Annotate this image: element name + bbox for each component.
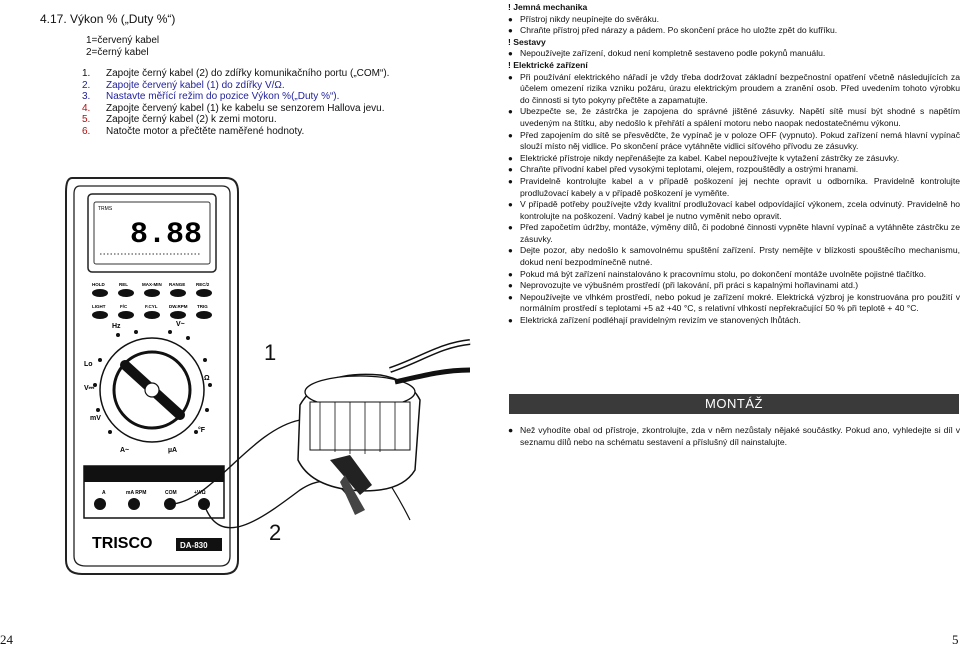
bullet-text: Před zapojením do sítě se přesvědčte, že vypínač je v poloze OFF (vypnuto). Pokud zařízení nemá hlavní vypínač slouží místo něj vidlice. Po skončení práce vytáhněte vidlici síťového přívodu ze zásuvky. <box>520 129 960 152</box>
jack-label-com: COM <box>165 490 177 496</box>
bullet-icon: ● <box>508 316 513 326</box>
svg-text:mV: mV <box>90 415 101 422</box>
bullet-icon: ● <box>508 14 513 24</box>
bullet-icon: ● <box>508 425 514 435</box>
step-list <box>82 68 389 138</box>
bullet-text: Přístroj nikdy neupínejte do svěráku. <box>520 13 660 24</box>
step-item: 4. Zapojte červený kabel (1) ke kabelu se senzorem Hallova jevu. <box>82 102 385 114</box>
step-item: 3. Nastavte měřící režim do pozice Výkon %(„Duty %“). <box>82 91 340 103</box>
bullet-item <box>508 199 960 222</box>
bullet-item <box>508 269 960 281</box>
svg-text:V⎓: V⎓ <box>84 385 95 392</box>
cable-legend <box>86 35 159 59</box>
bullet-item <box>508 292 960 315</box>
bullet-text: Dejte pozor, aby nedošlo k samovolnému spuštění zařízení. Prsty nemějte v blízkosti spouštěcího mechanismu, dokud není bezpodmínečně nutné. <box>520 245 960 268</box>
callout-2: 2 <box>269 520 282 545</box>
bullet-icon: ● <box>508 246 513 256</box>
safety-instructions <box>508 2 960 327</box>
bullet-item <box>508 164 960 176</box>
bullet-item <box>508 72 960 107</box>
jack-label-v: +V/Ω <box>194 490 206 496</box>
left-page <box>0 0 480 645</box>
display-digits: 8.88 <box>130 218 203 252</box>
bullet-text: Chraňte přívodní kabel před vysokými teplotami, olejem, rozpouštědly a ostrými hranami. <box>520 164 859 175</box>
bullet-item <box>508 176 960 199</box>
section-title: 4.17. Výkon % („Duty %“) <box>40 12 176 26</box>
display-label: TRMS <box>98 206 113 212</box>
svg-text:Lo: Lo <box>84 361 93 368</box>
bullet-text: Elektrická zařízení podléhají pravidelným revizím ve stanovených lhůtách. <box>520 315 801 326</box>
bullet-item <box>508 280 960 292</box>
callout-1: 1 <box>264 340 277 365</box>
section-heading: ! Sestavy <box>508 36 546 47</box>
btn-label-range: RANGE <box>169 282 186 287</box>
btn-label-rec: REC/2 <box>196 282 210 287</box>
btn-label-dwrpm: DW.RPM <box>169 304 188 309</box>
jack-label-ma: mA RPM <box>126 490 147 496</box>
bullet-icon: ● <box>508 165 513 175</box>
section-heading: ! Jemná mechanika <box>508 2 588 12</box>
btn-label-fcyl: F.CYL <box>145 304 158 309</box>
bullet-text: Při používání elektrického nářadí je vždy třeba dodržovat základní bezpečnostní opatření včetně následujících za účelem omezení rizika vzniku požáru, úrazu elektrickým proudem a zranění osob. Před uvedením tohoto výrobku do činnosti si tyto pokyny přečtěte a zapamatujte. <box>520 71 960 105</box>
bullet-icon: ● <box>508 200 513 210</box>
btn-label-maxmin: MAX-MIN <box>142 282 162 287</box>
jack-label-a: A <box>102 490 106 496</box>
svg-text:Hz: Hz <box>112 323 121 330</box>
bullet-text: Nepoužívejte zařízení, dokud není kompletně sestaveno podle pokynů manuálu. <box>520 48 826 59</box>
motor-illustration <box>298 342 470 515</box>
bullet-item <box>508 222 960 245</box>
bullet-icon: ● <box>508 153 513 163</box>
step-item: 5. Zapojte černý kabel (2) k zemi motoru. <box>82 114 277 126</box>
bullet-item <box>508 153 960 165</box>
bullet-text: Pravidelně kontrolujte kabel a v případě poškození jej nechte opravit u odborníka. Pravidelně kontrolujte prodlužovací kabely a v případě poškození je vyměňte. <box>520 175 960 198</box>
bullet-icon: ● <box>508 269 513 279</box>
bullet-item <box>508 130 960 153</box>
page-number-left: 24 <box>0 632 13 647</box>
bullet-icon: ● <box>508 107 513 117</box>
step-item: 1. Zapojte černý kabel (2) do zdířky komunikačního portu („COM“). <box>82 68 390 79</box>
step-item: 6. Natočte motor a přečtěte naměřené hodnoty. <box>82 125 305 137</box>
svg-text:V~: V~ <box>176 321 185 328</box>
svg-text:Ω: Ω <box>204 375 210 382</box>
svg-text:°F: °F <box>198 427 206 434</box>
btn-label-hold: HOLD <box>92 282 105 287</box>
montaz-paragraph <box>508 425 960 448</box>
bullet-icon: ● <box>508 223 513 233</box>
bullet-item <box>508 14 960 26</box>
multimeter-illustration <box>0 170 480 640</box>
bullet-item <box>508 48 960 60</box>
btn-label-fc: F/C <box>120 304 128 309</box>
legend-item-red: 1=červený kabel <box>86 35 160 46</box>
bullet-icon: ● <box>508 72 513 82</box>
bullet-text: Neprovozujte ve výbušném prostředí (při lakování, při práci s kapalnými hořlavinami atd.) <box>520 280 859 291</box>
bullet-text: Chraňte přístroj před nárazy a pádem. Po skončení práce ho uložte zpět do kufříku. <box>520 25 838 36</box>
bullet-item <box>508 315 960 327</box>
montaz-text: Než vyhodíte obal od přístroje, zkontrolujte, zda v něm nezůstaly nějaké součástky. Pokud ano, vyhledejte si díl v seznamu dílů nebo na schématu sestavení a příslušný díl nainstalujte. <box>520 425 960 447</box>
montaz-heading: MONTÁŽ <box>509 394 959 414</box>
bullet-icon: ● <box>508 281 513 291</box>
bullet-icon: ● <box>508 49 513 59</box>
brand-logo: TRISCO <box>92 535 153 552</box>
svg-text:µA: µA <box>168 447 178 454</box>
bullet-text: Elektrické přístroje nikdy nepřenášejte za kabel. Kabel nepoužívejte k vytažení zástrčky ze zásuvky. <box>520 152 900 163</box>
bullet-text: Nepoužívejte ve vlhkém prostředí, nebo pokud je zařízení mokré. Elektrická výzbroj je konstruována pro použití v normálním prostředí s teplotami +5 až +40 °C, s relativní vlhkostí nepřekračující 50 % při teplotě + 40 °C. <box>520 291 960 314</box>
bullet-icon: ● <box>508 130 513 140</box>
btn-label-trig: TRIG <box>197 304 208 309</box>
model-label: DA-830 <box>180 541 208 550</box>
btn-label-light: LIGHT <box>92 304 106 309</box>
bullet-text: V případě potřeby používejte vždy kvalitní prodlužovací kabel odpovídající výkonem, zcela odvinutý. Pravidelně ho kontrolujte na poškození. Vadný kabel je nutno vyměnit nebo opravit. <box>520 199 960 221</box>
bullet-icon: ● <box>508 176 513 186</box>
btn-label-rel: REL <box>119 282 128 287</box>
bullet-text: Před započetím údržby, montáže, výměny dílů, či podobné činnosti vypněte hlavní vypínač a vytáhněte zástrčku ze zásuvky. <box>520 222 960 244</box>
bullet-item <box>508 25 960 37</box>
bullet-item <box>508 106 960 129</box>
bullet-icon: ● <box>508 26 513 36</box>
bullet-item <box>508 245 960 268</box>
step-item: 2. Zapojte červený kabel (1) do zdířky V/Ω. <box>82 79 285 91</box>
page-number-right: 5 <box>952 632 959 647</box>
svg-text:A~: A~ <box>120 447 130 454</box>
legend-item-black: 2=černý kabel <box>86 47 149 58</box>
bullet-icon: ● <box>508 292 513 302</box>
section-heading: ! Elektrické zařízení <box>508 59 588 70</box>
bullet-text: Ubezpečte se, že zástrčka je zapojena do správné jištěné zásuvky. Napětí sítě musí být shodné s napětím uvedeným na štítku, aby nedošlo k přehřátí a spálení motoru nebo naopak nedostatečnému výkonu. <box>520 106 960 128</box>
bullet-text: Pokud má být zařízení nainstalováno k pracovnímu stolu, po dokončení montáže uvolněte pojistné tlačítko. <box>520 268 927 279</box>
